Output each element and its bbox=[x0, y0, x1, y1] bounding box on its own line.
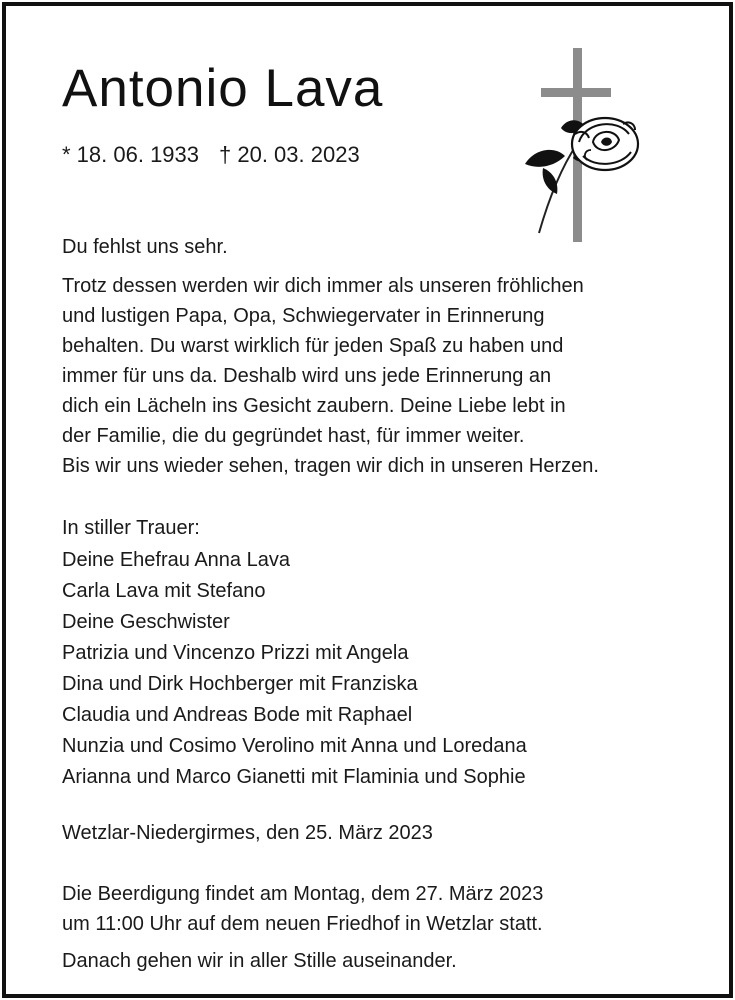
rose-icon bbox=[565, 112, 641, 174]
deceased-name: Antonio Lava bbox=[62, 59, 384, 118]
mourner-item: Deine Ehefrau Anna Lava bbox=[62, 549, 290, 571]
death-date: † 20. 03. 2023 bbox=[219, 142, 360, 167]
mourner-item: Claudia und Andreas Bode mit Raphael bbox=[62, 704, 413, 726]
mourner-item: Arianna und Marco Gianetti mit Flaminia und Sophie bbox=[62, 766, 526, 788]
cross-rose-emblem bbox=[521, 48, 641, 248]
message-line: behalten. Du warst wirklich für jeden Spaß zu haben und bbox=[62, 335, 564, 357]
mourner-item: Carla Lava mit Stefano bbox=[62, 580, 266, 602]
obituary-frame bbox=[2, 2, 733, 998]
mourner-item: Deine Geschwister bbox=[62, 611, 230, 633]
message-line: dich ein Lächeln ins Gesicht zaubern. Deine Liebe lebt in bbox=[62, 395, 566, 417]
funeral-line: Die Beerdigung findet am Montag, dem 27. März 2023 bbox=[62, 883, 544, 905]
message-line: Bis wir uns wieder sehen, tragen wir dich in unseren Herzen. bbox=[62, 455, 599, 477]
life-dates bbox=[62, 142, 360, 168]
funeral-line: um 11:00 Uhr auf dem neuen Friedhof in Wetzlar statt. bbox=[62, 913, 543, 935]
mourner-item: Nunzia und Cosimo Verolino mit Anna und Loredana bbox=[62, 735, 527, 757]
mourner-item: Patrizia und Vincenzo Prizzi mit Angela bbox=[62, 642, 409, 664]
message-line: immer für uns da. Deshalb wird uns jede Erinnerung an bbox=[62, 365, 552, 387]
opening-line: Du fehlst uns sehr. bbox=[62, 236, 228, 258]
birth-date: * 18. 06. 1933 bbox=[62, 142, 200, 167]
mourner-item: Dina und Dirk Hochberger mit Franziska bbox=[62, 673, 418, 695]
message-line: und lustigen Papa, Opa, Schwiegervater in Erinnerung bbox=[62, 305, 545, 327]
place-date: Wetzlar-Niedergirmes, den 25. März 2023 bbox=[62, 822, 433, 844]
message-line: der Familie, die du gegründet hast, für immer weiter. bbox=[62, 425, 525, 447]
mourning-heading: In stiller Trauer: bbox=[62, 517, 200, 539]
closing-line: Danach gehen wir in aller Stille auseinander. bbox=[62, 950, 457, 972]
message-line: Trotz dessen werden wir dich immer als unseren fröhlichen bbox=[62, 275, 584, 297]
